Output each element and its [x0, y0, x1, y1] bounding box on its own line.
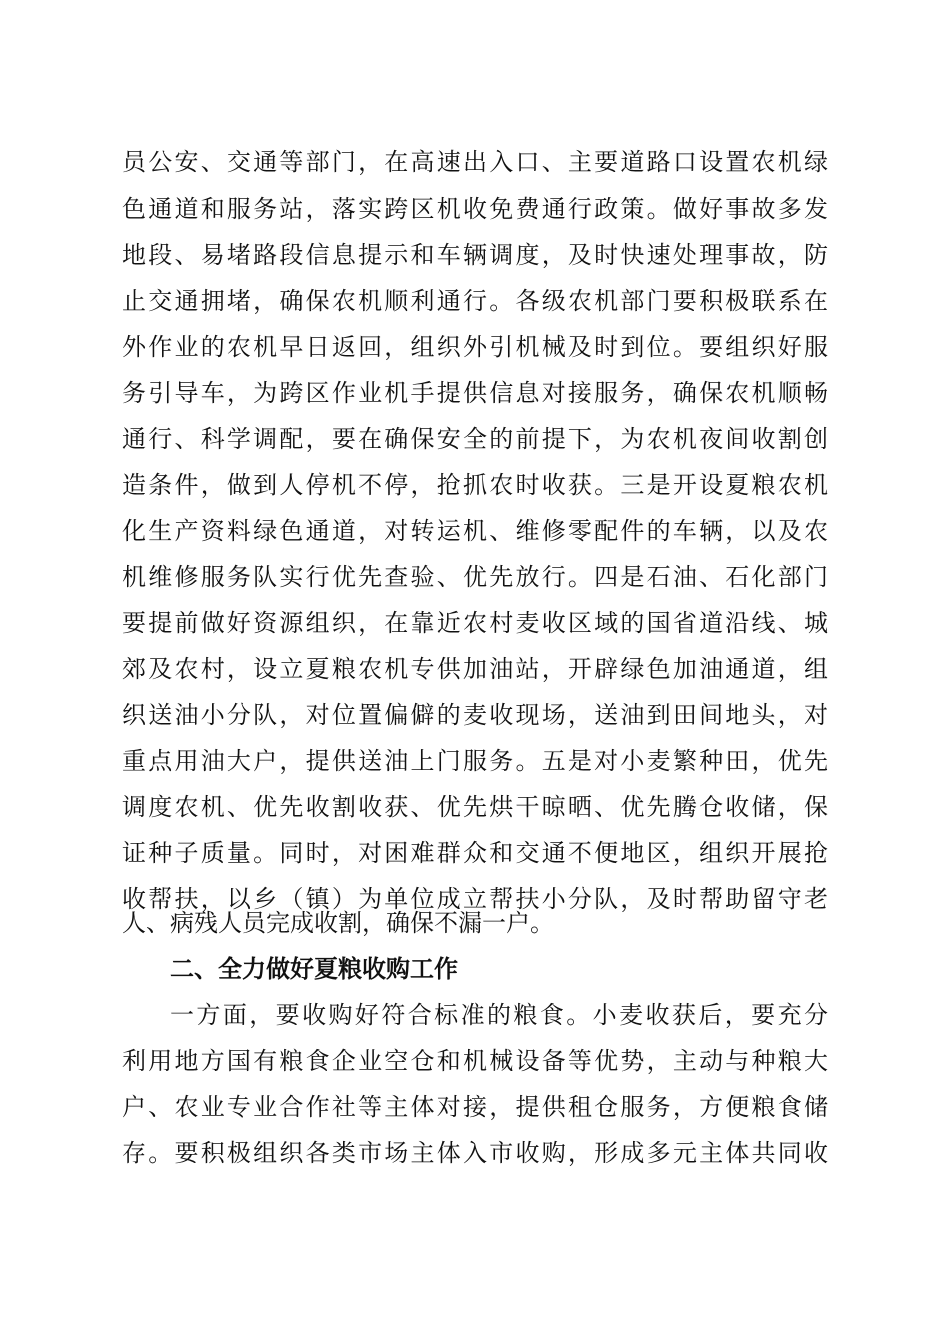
paragraph-line: 化生产资料绿色通道，对转运机、维修零配件的车辆，以及农: [122, 517, 828, 545]
paragraph-line: 重点用油大户，提供送油上门服务。五是对小麦繁种田，优先: [122, 747, 828, 775]
paragraph-line: 一方面，要收购好符合标准的粮食。小麦收获后，要充分: [170, 1001, 828, 1029]
paragraph-line: 调度农机、优先收割收获、优先烘干晾晒、优先腾仓收储，保: [122, 793, 828, 821]
paragraph-line: 止交通拥堵，确保农机顺利通行。各级农机部门要积极联系在: [122, 287, 828, 315]
paragraph-line: 人、病残人员完成收割，确保不漏一户。: [122, 909, 554, 937]
paragraph-line: 造条件，做到人停机不停，抢抓农时收获。三是开设夏粮农机: [122, 471, 828, 499]
paragraph-line: 色通道和服务站，落实跨区机收免费通行政策。做好事故多发: [122, 195, 828, 223]
paragraph-line: 收帮扶，以乡（镇）为单位成立帮扶小分队，及时帮助留守老: [122, 885, 828, 913]
paragraph-line: 户、农业专业合作社等主体对接，提供租仓服务，方便粮食储: [122, 1093, 828, 1121]
paragraph-line: 地段、易堵路段信息提示和车辆调度，及时快速处理事故，防: [122, 241, 828, 269]
paragraph-line: 要提前做好资源组织，在靠近农村麦收区域的国省道沿线、城: [122, 609, 828, 637]
paragraph-line: 机维修服务队实行优先查验、优先放行。四是石油、石化部门: [122, 563, 828, 591]
paragraph-line: 务引导车，为跨区作业机手提供信息对接服务，确保农机顺畅: [122, 379, 828, 407]
paragraph-line: 通行、科学调配，要在确保安全的前提下，为农机夜间收割创: [122, 425, 828, 453]
paragraph-line: 外作业的农机早日返回，组织外引机械及时到位。要组织好服: [122, 333, 828, 361]
paragraph-line: 证种子质量。同时，对困难群众和交通不便地区，组织开展抢: [122, 839, 828, 867]
paragraph-line: 存。要积极组织各类市场主体入市收购，形成多元主体共同收: [122, 1139, 828, 1167]
paragraph-line: 员公安、交通等部门，在高速出入口、主要道路口设置农机绿: [122, 148, 828, 176]
section-heading: 二、全力做好夏粮收购工作: [170, 955, 458, 983]
paragraph-line: 郊及农村，设立夏粮农机专供加油站，开辟绿色加油通道，组: [122, 655, 828, 683]
paragraph-line: 织送油小分队，对位置偏僻的麦收现场，送油到田间地头，对: [122, 701, 828, 729]
paragraph-line: 利用地方国有粮食企业空仓和机械设备等优势，主动与种粮大: [122, 1047, 828, 1075]
